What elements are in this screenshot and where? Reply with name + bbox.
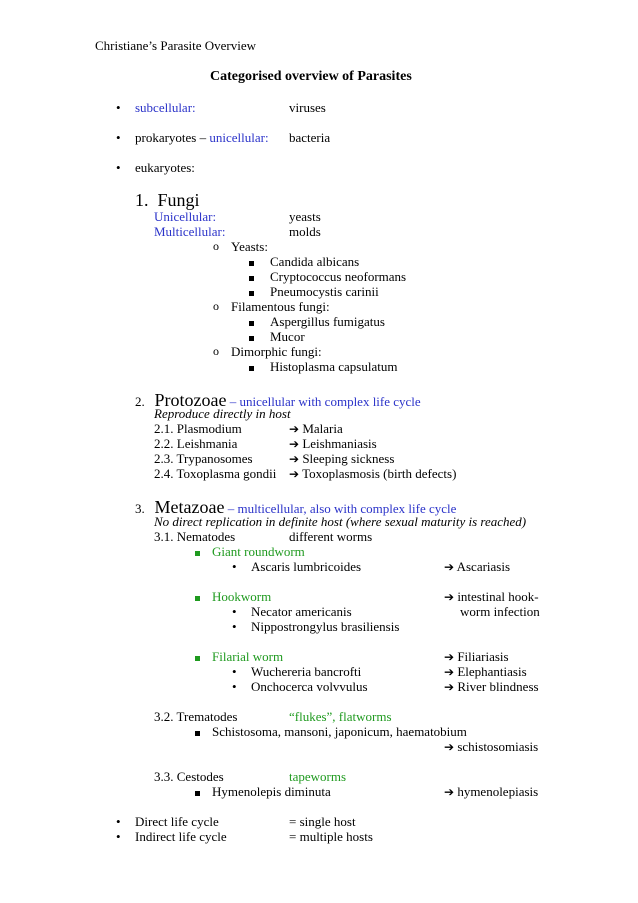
trematodes-value: “flukes”, flatworms	[289, 709, 392, 724]
metazoae-heading: 3. Metazoae – multicellular, also with complex life cycle	[135, 497, 457, 517]
bullet-icon: •	[232, 619, 237, 634]
fungi-species: Candida albicans	[270, 254, 360, 269]
disease: ➔ schistosomiasis	[444, 739, 539, 754]
square-bullet-icon	[249, 359, 254, 374]
cestodes-value: tapeworms	[289, 769, 347, 784]
filarial-worm: Filarial worm	[212, 649, 284, 664]
disease: ➔ Malaria	[289, 421, 343, 436]
arrow-right-icon: ➔	[444, 650, 455, 664]
subcellular-value: viruses	[289, 100, 326, 115]
fungi-species: Cryptococcus neoformans	[270, 269, 407, 284]
fungi-species: Mucor	[270, 329, 305, 344]
fungi-species: Aspergillus fumigatus	[270, 314, 385, 329]
hookworm: Hookworm	[212, 589, 272, 604]
arrow-right-icon: ➔	[444, 680, 455, 694]
cestode-species: Hymenolepis diminuta	[212, 784, 331, 799]
prokaryotes-value: bacteria	[289, 130, 331, 145]
prokaryotes-label: prokaryotes – unicellular:	[135, 130, 269, 145]
square-bullet-icon	[249, 254, 254, 269]
unicellular-value: yeasts	[289, 209, 321, 224]
nematodes-label: 3.1. Nematodes	[154, 529, 236, 544]
trematodes-label: 3.2. Trematodes	[154, 709, 238, 724]
metazoae-note: No direct replication in definite host (where sexual maturity is reached)	[154, 514, 527, 529]
disease: ➔ Toxoplasmosis (birth defects)	[289, 466, 457, 481]
multicellular-value: molds	[289, 224, 321, 239]
giant-roundworm: Giant roundworm	[212, 544, 305, 559]
worm-species: Wuchereria bancrofti	[251, 664, 362, 679]
bullet-icon: •	[116, 814, 121, 829]
bullet-icon: •	[232, 679, 237, 694]
bullet-icon: •	[232, 604, 237, 619]
eukaryotes-label: eukaryotes:	[135, 160, 195, 175]
worm-species: Nippostrongylus brasiliensis	[251, 619, 400, 634]
arrow-right-icon: ➔	[289, 467, 300, 481]
nematodes-value: different worms	[289, 529, 373, 544]
life-cycle-label: Indirect life cycle	[135, 829, 227, 844]
worm-species: Ascaris lumbricoides	[251, 559, 362, 574]
square-bullet-icon	[195, 784, 200, 799]
square-bullet-icon	[249, 314, 254, 329]
square-bullet-icon	[195, 649, 200, 664]
arrow-right-icon: ➔	[444, 590, 455, 604]
square-bullet-icon	[249, 269, 254, 284]
page-title: Categorised overview of Parasites	[210, 69, 412, 84]
worm-species: Onchocerca volvvulus	[251, 679, 368, 694]
bullet-icon: •	[116, 829, 121, 844]
protozoae-heading: 2. Protozoae – unicellular with complex life cycle	[135, 390, 421, 410]
protozoae-note: Reproduce directly in host	[154, 406, 291, 421]
square-bullet-icon	[249, 329, 254, 344]
fungi-species: Pneumocystis carinii	[270, 284, 379, 299]
cestodes-label: 3.3. Cestodes	[154, 769, 224, 784]
disease: ➔ Ascariasis	[444, 559, 511, 574]
bullet-icon: •	[116, 160, 121, 175]
circle-bullet-icon: o	[213, 239, 219, 253]
square-bullet-icon	[195, 544, 200, 559]
life-cycle-label: Direct life cycle	[135, 814, 219, 829]
protozoa-name: 2.4. Toxoplasma gondii	[154, 466, 277, 481]
arrow-right-icon: ➔	[444, 785, 455, 799]
fungi-group: Yeasts:	[231, 239, 268, 254]
protozoa-name: 2.3. Trypanosomes	[154, 451, 253, 466]
worm-species: Necator americanis	[251, 604, 352, 619]
protozoa-name: 2.2. Leishmania	[154, 436, 238, 451]
disease: ➔ Leishmaniasis	[289, 436, 377, 451]
circle-bullet-icon: o	[213, 299, 219, 313]
bullet-icon: •	[116, 130, 121, 145]
fungi-heading: 1. Fungi	[135, 190, 200, 210]
square-bullet-icon	[195, 724, 200, 739]
arrow-right-icon: ➔	[289, 452, 300, 466]
disease: ➔ intestinal hook-	[444, 589, 539, 604]
square-bullet-icon	[195, 589, 200, 604]
life-cycle-value: = single host	[289, 814, 356, 829]
arrow-right-icon: ➔	[444, 740, 455, 754]
bullet-icon: •	[232, 664, 237, 679]
arrow-right-icon: ➔	[289, 437, 300, 451]
disease: ➔ River blindness	[444, 679, 539, 694]
arrow-right-icon: ➔	[444, 665, 455, 679]
disease: ➔ Filiariasis	[444, 649, 509, 664]
square-bullet-icon	[249, 284, 254, 299]
protozoa-name: 2.1. Plasmodium	[154, 421, 242, 436]
disease-continued: worm infection	[460, 604, 540, 619]
arrow-right-icon: ➔	[444, 560, 455, 574]
disease: ➔ Sleeping sickness	[289, 451, 395, 466]
trematode-species: Schistosoma, mansoni, japonicum, haematobium	[212, 724, 467, 739]
arrow-right-icon: ➔	[289, 422, 300, 436]
subcellular-label: subcellular:	[135, 100, 196, 115]
fungi-species: Histoplasma capsulatum	[270, 359, 398, 374]
multicellular-label: Multicellular:	[154, 224, 226, 239]
disease: ➔ hymenolepiasis	[444, 784, 539, 799]
page-header: Christiane’s Parasite Overview	[95, 38, 257, 53]
unicellular-label: Unicellular:	[154, 209, 217, 224]
life-cycle-value: = multiple hosts	[289, 829, 373, 844]
bullet-icon: •	[116, 100, 121, 115]
circle-bullet-icon: o	[213, 344, 219, 358]
bullet-icon: •	[232, 559, 237, 574]
fungi-group: Filamentous fungi:	[231, 299, 330, 314]
disease: ➔ Elephantiasis	[444, 664, 527, 679]
fungi-group: Dimorphic fungi:	[231, 344, 322, 359]
